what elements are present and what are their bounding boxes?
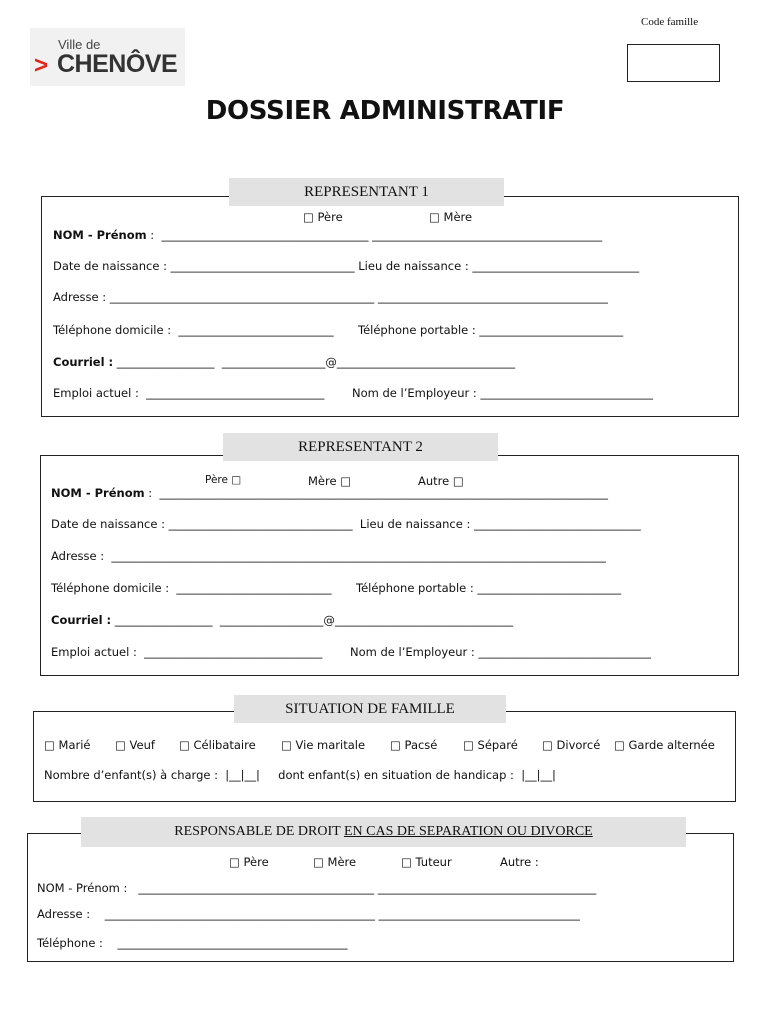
responsable-adresse-field[interactable]: Adresse : _______________________________________________ ___________________________________	[37, 907, 580, 921]
rep1-mere-checkbox[interactable]: □ Mère	[429, 210, 473, 224]
rep1-courriel-line: _________________ __________________@_______________________________	[113, 355, 516, 369]
responsable-heading	[81, 817, 686, 847]
rep1-nom-label: NOM - Prénom	[53, 228, 147, 242]
rep1-nom-field[interactable]	[53, 228, 602, 242]
logo-small-text: Ville de	[58, 37, 101, 52]
rep2-courriel-field[interactable]	[51, 613, 513, 627]
representant-2-heading: REPRESENTANT 2	[223, 433, 498, 461]
rep1-courriel-field[interactable]	[53, 355, 515, 369]
option-garde-alternee-checkbox[interactable]: □ Garde alternée	[614, 738, 715, 752]
rep2-autre-checkbox[interactable]: Autre □	[418, 474, 464, 488]
rep1-tel-domicile-field[interactable]: Téléphone domicile : ___________________________	[53, 323, 334, 337]
responsable-mere-checkbox[interactable]: □ Mère	[313, 855, 357, 869]
rep2-nom-label: NOM - Prénom	[51, 486, 145, 500]
option-vie-maritale-checkbox[interactable]: □ Vie maritale	[281, 738, 366, 752]
rep2-adresse-field[interactable]: Adresse : ______________________________________________________________________________________	[51, 549, 606, 563]
rep1-nom-line: : ____________________________________ ________________________________________	[146, 228, 603, 242]
rep2-tel-domicile-field[interactable]: Téléphone domicile : ___________________________	[51, 581, 332, 595]
situation-famille-heading: SITUATION DE FAMILLE	[234, 695, 506, 723]
rep1-courriel-label: Courriel :	[53, 355, 114, 369]
option-divorce-checkbox[interactable]: □ Divorcé	[542, 738, 601, 752]
enfants-a-charge-field[interactable]: Nombre d’enfant(s) à charge : |__|__| dont enfant(s) en situation de handicap : |__|__|	[44, 768, 556, 782]
logo-arrow-icon: >	[34, 52, 49, 79]
rep2-nom-field[interactable]	[51, 486, 608, 500]
rep2-emploi-field[interactable]: Emploi actuel : _______________________________	[51, 645, 323, 659]
option-celibataire-checkbox[interactable]: □ Célibataire	[179, 738, 256, 752]
rep1-naissance-field[interactable]: Date de naissance : ________________________________ Lieu de naissance : _____________________________	[53, 259, 640, 273]
chenove-logo	[30, 28, 185, 86]
code-famille-label: Code famille	[641, 16, 699, 28]
rep1-adresse-field[interactable]: Adresse : ______________________________________________ ________________________________________	[53, 290, 608, 304]
rep2-employeur-field[interactable]: Nom de l’Employeur : ______________________________	[350, 645, 651, 659]
logo-big-text: CHENÔVE	[57, 50, 178, 78]
option-marie-checkbox[interactable]: □ Marié	[44, 738, 91, 752]
rep2-mere-checkbox[interactable]: Mère □	[308, 474, 352, 488]
responsable-autre-field[interactable]: Autre :	[500, 855, 539, 869]
rep2-courriel-line: _________________ __________________@_______________________________	[111, 613, 514, 627]
responsable-heading-start: RESPONSABLE DE DROIT	[174, 824, 344, 839]
rep2-pere-checkbox[interactable]: Père □	[205, 474, 242, 486]
rep1-pere-checkbox[interactable]: □ Père	[303, 210, 343, 224]
rep1-emploi-field[interactable]: Emploi actuel : _______________________________	[53, 386, 325, 400]
responsable-pere-checkbox[interactable]: □ Père	[229, 855, 269, 869]
rep2-naissance-field[interactable]: Date de naissance : ________________________________ Lieu de naissance : _____________________________	[51, 517, 641, 531]
responsable-telephone-field[interactable]: Téléphone : ________________________________________	[37, 936, 348, 950]
option-separe-checkbox[interactable]: □ Séparé	[463, 738, 518, 752]
rep2-courriel-label: Courriel :	[51, 613, 112, 627]
responsable-nom-field[interactable]: NOM - Prénom : _________________________________________ ______________________________________	[37, 881, 597, 895]
responsable-heading-underlined: EN CAS DE SEPARATION OU DIVORCE	[343, 824, 593, 839]
code-famille-field[interactable]	[627, 44, 720, 82]
rep1-employeur-field[interactable]: Nom de l’Employeur : ______________________________	[352, 386, 653, 400]
situation-famille-section	[33, 711, 736, 802]
representant-1-heading: REPRESENTANT 1	[229, 178, 504, 206]
rep2-nom-line: : ______________________________________________________________________________	[144, 486, 608, 500]
rep1-tel-portable-field[interactable]: Téléphone portable : _________________________	[358, 323, 624, 337]
page-title: DOSSIER ADMINISTRATIF	[205, 96, 565, 126]
option-pacse-checkbox[interactable]: □ Pacsé	[390, 738, 438, 752]
option-veuf-checkbox[interactable]: □ Veuf	[115, 738, 155, 752]
rep2-tel-portable-field[interactable]: Téléphone portable : _________________________	[356, 581, 622, 595]
responsable-tuteur-checkbox[interactable]: □ Tuteur	[401, 855, 452, 869]
